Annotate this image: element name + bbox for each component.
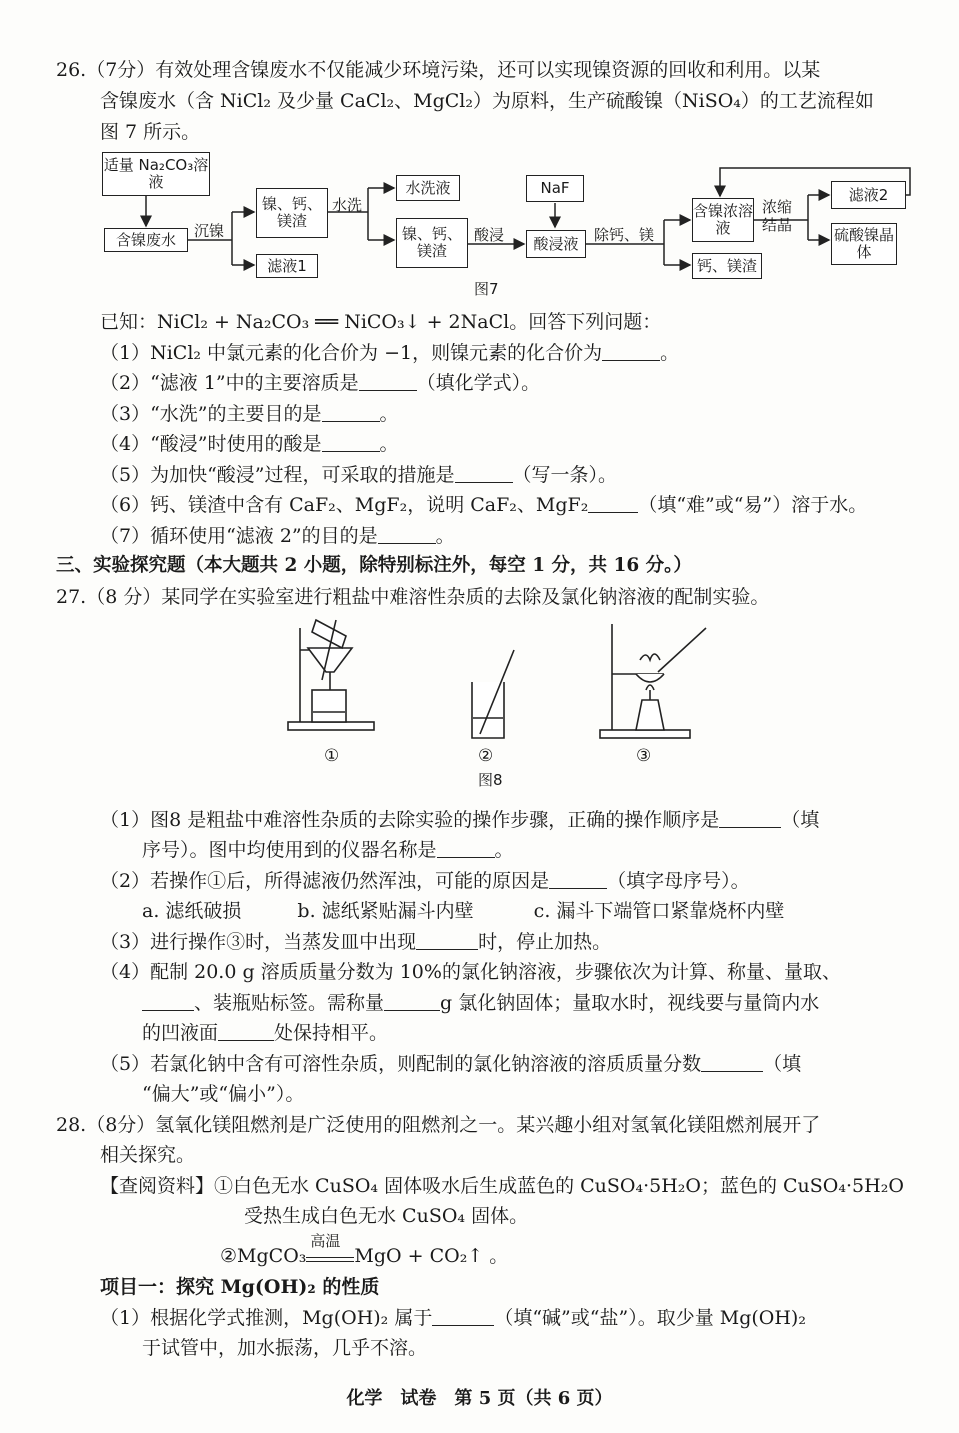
apparatus-label-2: ② bbox=[478, 746, 494, 766]
q27-part4-line1: （4）配制 20.0 g 溶质质量分数为 10%的氯化钠溶液，步骤依次为计算、称量、量取、 bbox=[100, 961, 841, 983]
q26-known-equation: 已知：NiCl₂ + Na₂CO₃ ══ NiCO₃↓ + 2NaCl。回答下列问题： bbox=[100, 311, 662, 333]
residue1-box: 镍、钙、镁渣 bbox=[256, 188, 328, 238]
reaction-condition: 高温 bbox=[310, 1232, 341, 1250]
q26-part5: （5）为加快“酸浸”过程，可采取的措施是 （写一条）。 bbox=[100, 464, 618, 486]
q26-intro-line1: 26.（7分）有效处理含镍废水不仅能减少环境污染，还可以实现镍资源的回收和利用。以某 bbox=[56, 59, 821, 81]
section3-heading: 三、实验探究题（本大题共 2 小题，除特别标注外，每空 1 分，共 16 分。） bbox=[56, 555, 692, 576]
ca-mg-residue-box: 钙、镁渣 bbox=[692, 253, 762, 279]
q26-part7: （7）循环使用“滤液 2”的目的是 。 bbox=[100, 525, 455, 547]
q27-part2: （2）若操作①后，所得滤液仍然浑浊，可能的原因是 （填字母序号）。 bbox=[100, 870, 750, 892]
filtrate2-box: 滤液2 bbox=[831, 181, 906, 209]
option-c: c. 漏斗下端管口紧靠烧杯内壁 bbox=[533, 900, 785, 922]
q27-part2-options bbox=[142, 897, 784, 925]
step-wash-label: 水洗 bbox=[332, 196, 363, 214]
q26-part6: （6）钙、镁渣中含有 CaF₂、MgF₂，说明 CaF₂、MgF₂ （填“难”或“易”）溶于水。 bbox=[100, 494, 868, 516]
acid-liquid-box: 酸浸液 bbox=[526, 230, 586, 258]
reagent-box: 适量 Na₂CO₃溶液 bbox=[102, 152, 210, 196]
q26-intro-line3: 图 7 所示。 bbox=[100, 121, 201, 143]
q27-intro: 27.（8 分）某同学在实验室进行粗盐中难溶性杂质的去除及氯化钠溶液的配制实验。 bbox=[56, 586, 770, 608]
step-acid-label: 酸浸 bbox=[474, 226, 505, 244]
q26-part1: （1）NiCl₂ 中氯元素的化合价为 −1，则镍元素的化合价为 。 bbox=[100, 342, 680, 364]
q28-project-heading: 项目一：探究 Mg(OH)₂ 的性质 bbox=[100, 1276, 380, 1298]
q28-intro-line1: 28.（8分）氢氧化镁阻燃剂是广泛使用的阻燃剂之一。某兴趣小组对氢氧化镁阻燃剂展开了 bbox=[56, 1114, 821, 1136]
q27-part4-line3: 的凹液面 处保持相平。 bbox=[142, 1022, 389, 1044]
ni-solution-box: 含镍浓溶液 bbox=[692, 198, 754, 242]
q27-part1-line1: （1）图8 是粗盐中难溶性杂质的去除实验的操作步骤，正确的操作顺序是 （填 bbox=[100, 809, 820, 831]
q28-reference-line2: 受热生成白色无水 CuSO₄ 固体。 bbox=[244, 1205, 529, 1227]
figure8-caption: 图8 bbox=[478, 771, 503, 789]
q26-part2: （2）“滤液 1”中的主要溶质是 （填化学式）。 bbox=[100, 372, 541, 394]
page-footer: 化学 试卷 第 5 页（共 6 页） bbox=[346, 1388, 613, 1409]
step-precipitate-label: 沉镍 bbox=[194, 222, 225, 240]
option-b: b. 滤纸紧贴漏斗内壁 bbox=[297, 900, 474, 922]
step-crystallize-label: 浓缩结晶 bbox=[762, 198, 793, 234]
q26-part3: （3）“水洗”的主要目的是 。 bbox=[100, 403, 399, 425]
q26-part4: （4）“酸浸”时使用的酸是 。 bbox=[100, 433, 399, 455]
option-a: a. 滤纸破损 bbox=[142, 900, 242, 922]
product-box: 硫酸镍晶体 bbox=[831, 223, 897, 265]
q27-part3: （3）进行操作③时，当蒸发皿中出现 时，停止加热。 bbox=[100, 931, 612, 953]
q28-reference-line1: 【查阅资料】①白色无水 CuSO₄ 固体吸水后生成蓝色的 CuSO₄·5H₂O；蓝色的 CuSO₄·5H₂O bbox=[100, 1175, 904, 1197]
apparatus-label-1: ① bbox=[324, 746, 340, 766]
figure7-caption: 图7 bbox=[474, 280, 499, 298]
q27-part1-line2: 序号）。图中均使用到的仪器名称是 。 bbox=[142, 839, 514, 861]
residue2-box: 镍、钙、镁渣 bbox=[396, 218, 468, 268]
wastewater-box: 含镍废水 bbox=[104, 228, 188, 252]
filtrate1-box: 滤液1 bbox=[256, 254, 318, 278]
wash-liquid-box: 水洗液 bbox=[396, 175, 460, 201]
q28-reference-equation: ②MgCO₃ 高温 MgO + CO₂↑ 。 bbox=[220, 1242, 508, 1270]
step-remove-label: 除钙、镁 bbox=[594, 226, 655, 244]
q27-part4-line2: 、装瓶贴标签。需称量 g 氯化钠固体；量取水时，视线要与量筒内水 bbox=[142, 989, 819, 1017]
q27-part5-line2: “偏大”或“偏小”）。 bbox=[142, 1083, 305, 1105]
naf-box: NaF bbox=[526, 175, 584, 202]
q27-part5-line1: （5）若氯化钠中含有可溶性杂质，则配制的氯化钠溶液的溶质质量分数 （填 bbox=[100, 1053, 802, 1075]
apparatus-label-3: ③ bbox=[636, 746, 652, 766]
q28-intro-line2: 相关探究。 bbox=[100, 1144, 196, 1166]
q28-part1-line1: （1）根据化学式推测，Mg(OH)₂ 属于 （填“碱”或“盐”）。取少量 Mg(OH)₂ bbox=[100, 1307, 806, 1329]
q26-intro-line2: 含镍废水（含 NiCl₂ 及少量 CaCl₂、MgCl₂）为原料，生产硫酸镍（NiSO₄）的工艺流程如 bbox=[100, 90, 874, 112]
q28-part1-line2: 于试管中，加水振荡，几乎不溶。 bbox=[142, 1337, 428, 1359]
